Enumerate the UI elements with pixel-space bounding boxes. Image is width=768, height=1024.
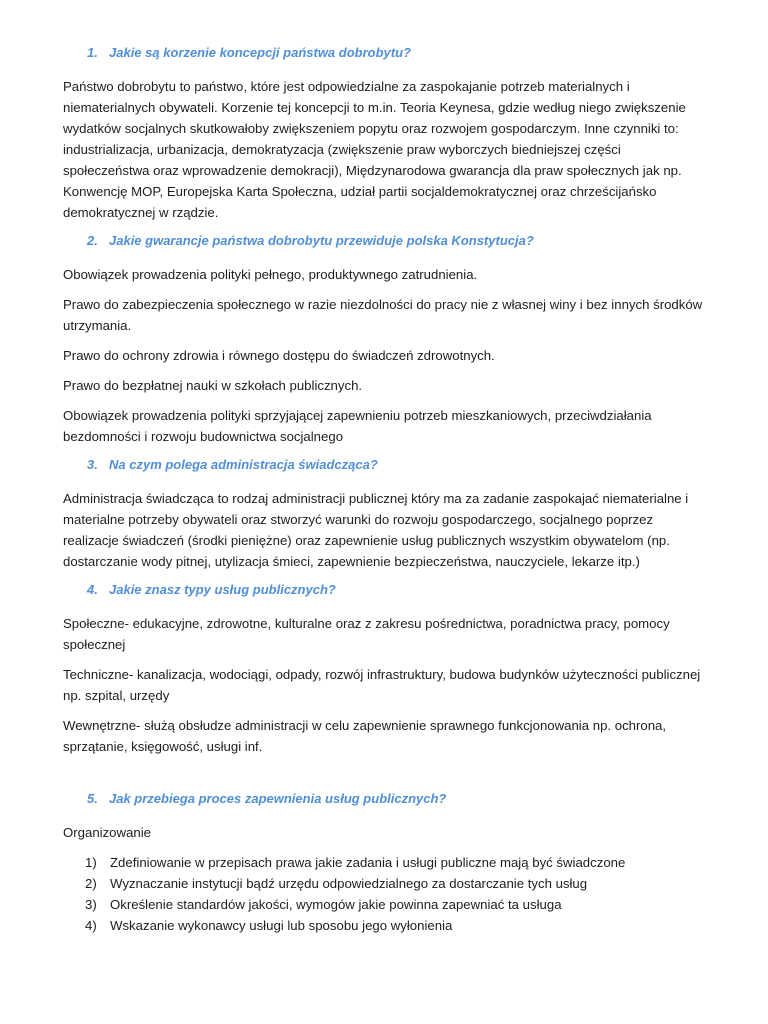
heading-number: 2. <box>87 233 98 248</box>
list-item-text: Wyznaczanie instytucji bądź urzędu odpowiedzialnego za dostarczanie tych usług <box>110 876 588 891</box>
list-marker: 3) <box>85 897 97 912</box>
paragraph: Techniczne- kanalizacja, wodociągi, odpady, rozwój infrastruktury, budowa budynków użyteczności publicznej np. szpital, urzędy <box>63 667 701 703</box>
list-item <box>63 894 708 915</box>
list-item-text: Wskazanie wykonawcy usługi lub sposobu jego wyłonienia <box>110 918 453 933</box>
list-marker: 2) <box>85 876 97 891</box>
heading-text: Jakie gwarancje państwa dobrobytu przewiduje polska Konstytucja? <box>109 233 534 248</box>
list-item <box>63 915 708 936</box>
section-heading <box>63 232 708 250</box>
section-heading <box>63 581 708 599</box>
paragraph: Państwo dobrobytu to państwo, które jest odpowiedzialne za zaspokajanie potrzeb materialnych i niematerialnych obywateli. Korzenie tej koncepcji to m.in. Teoria Keynesa, gdzie według niego zwiększenie wydatków socjalnych skutkowałoby zwiększeniem popytu oraz rozwojem gospodarczym. Inne czynniki to: industrializacja, urbanizacja, demokratyzacja (zwiększenie praw wyborczych biedniejszej części społeczeństwa oraz wprowadzenie demokracji), Międzynarodowa gwarancja dla praw społecznych jak np. Konwencję MOP, Europejska Karta Społeczna, udział partii socjaldemokratycznej oraz chrześcijańsko demokratycznej w rządzie. <box>63 79 686 220</box>
heading-number: 5. <box>87 791 98 806</box>
subheading-organizowanie: Organizowanie <box>63 825 151 840</box>
section-4 <box>63 581 708 757</box>
paragraph: Prawo do bezpłatnej nauki w szkołach publicznych. <box>63 378 363 393</box>
numbered-list <box>63 852 708 936</box>
list-item <box>63 873 708 894</box>
section-1 <box>63 44 708 223</box>
paragraph: Wewnętrzne- służą obsłudze administracji w celu zapewnienie sprawnego funkcjonowania np. ochrona, sprzątanie, księgowość, usługi inf. <box>63 718 667 754</box>
list-item <box>63 852 708 873</box>
blank-line <box>63 766 708 790</box>
paragraph: Prawo do ochrony zdrowia i równego dostępu do świadczeń zdrowotnych. <box>63 348 495 363</box>
section-3 <box>63 456 708 572</box>
paragraph: Prawo do zabezpieczenia społecznego w razie niezdolności do pracy nie z własnej winy i bez innych środków utrzymania. <box>63 297 703 333</box>
paragraph: Obowiązek prowadzenia polityki sprzyjającej zapewnieniu potrzeb mieszkaniowych, przeciwdziałania bezdomności i rozwoju budownictwa socjalnego <box>63 408 652 444</box>
heading-text: Jak przebiega proces zapewnienia usług publicznych? <box>109 791 447 806</box>
heading-number: 1. <box>87 45 98 60</box>
heading-number: 4. <box>87 582 98 597</box>
heading-text: Jakie są korzenie koncepcji państwa dobrobytu? <box>109 45 411 60</box>
paragraph: Społeczne- edukacyjne, zdrowotne, kulturalne oraz z zakresu pośrednictwa, poradnictwa pracy, pomocy społecznej <box>63 616 670 652</box>
section-heading <box>63 44 708 62</box>
list-marker: 4) <box>85 918 97 933</box>
heading-text: Na czym polega administracja świadcząca? <box>109 457 378 472</box>
list-item-text: Zdefiniowanie w przepisach prawa jakie zadania i usługi publiczne mają być świadczone <box>110 855 626 870</box>
heading-text: Jakie znasz typy usług publicznych? <box>109 582 336 597</box>
section-heading <box>63 790 708 808</box>
heading-number: 3. <box>87 457 98 472</box>
section-heading <box>63 456 708 474</box>
section-5 <box>63 790 708 936</box>
paragraph: Obowiązek prowadzenia polityki pełnego, produktywnego zatrudnienia. <box>63 267 478 282</box>
list-item-text: Określenie standardów jakości, wymogów jakie powinna zapewniać ta usługa <box>110 897 562 912</box>
paragraph: Administracja świadcząca to rodzaj administracji publicznej który ma za zadanie zaspokajać niematerialne i materialne potrzeby obywateli oraz stworzyć warunki do rozwoju gospodarczego, socjalnego poprzez realizacje świadczeń (środki pieniężne) oraz zapewnienie usług publicznych wszystkim obywatelom (np. dostarczanie wody pitnej, utylizacja śmieci, zapewnienie bezpieczeństwa, nauczyciele, lekarze itp.) <box>63 491 689 569</box>
list-marker: 1) <box>85 855 97 870</box>
section-2 <box>63 232 708 447</box>
